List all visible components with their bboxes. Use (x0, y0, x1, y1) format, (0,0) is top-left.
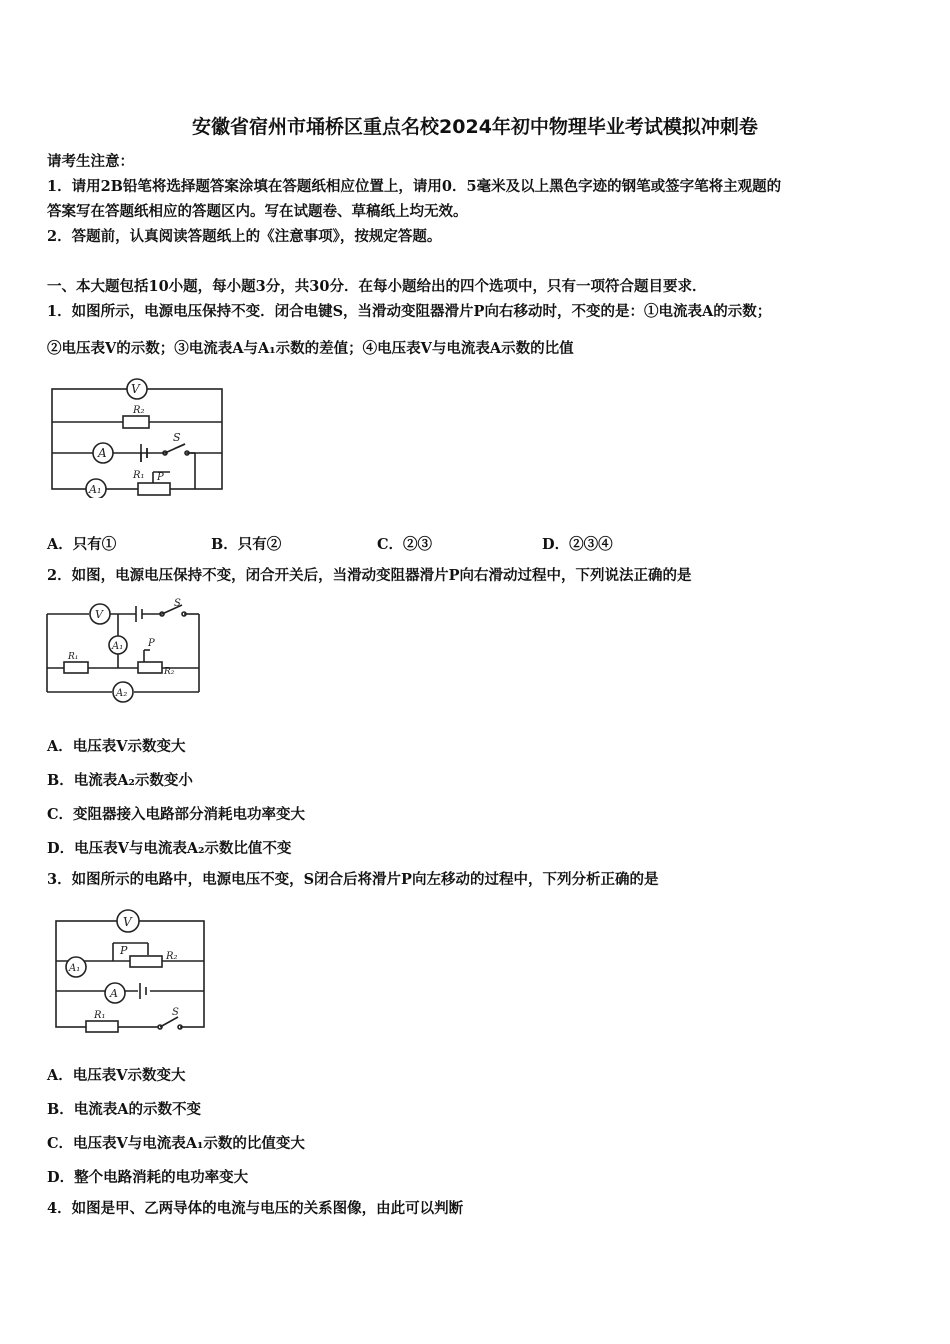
q3-label-v: V (123, 915, 132, 929)
q3-rheostat-r2 (130, 956, 162, 967)
q3-label-r2: R₂ (166, 951, 178, 962)
q1-stem-line-2: ②电压表V的示数；③电流表A与A₁示数的差值；④电压表V与电流表A示数的比值 (47, 340, 574, 357)
q2-label-r1: R₁ (68, 652, 79, 662)
q3-label-r1: R₁ (94, 1010, 106, 1021)
q3-label-s: S (172, 1007, 179, 1018)
notice-item-1-line-1: 1．请用2B铅笔将选择题答案涂填在答题纸相应位置上，请用0．5毫米及以上黑色字迹的钢笔或签字笔将主观题的 (47, 178, 782, 195)
q1-label-r1: R₁ (133, 470, 145, 481)
q2-option-c[interactable]: C．变阻器接入电路部分消耗电功率变大 (47, 806, 306, 823)
q2-label-v: V (95, 608, 103, 621)
q3-option-c[interactable]: C．电压表V与电流表A₁示数的比值变大 (47, 1135, 305, 1152)
q2-label-a1: A₁ (112, 641, 124, 652)
q2-label-r2: R₂ (164, 667, 175, 677)
q2-label-s: S (174, 598, 181, 609)
q2-label-a2: A₂ (116, 688, 128, 699)
q3-option-b[interactable]: B．电流表A的示数不变 (47, 1101, 202, 1118)
q2-label-p: P (148, 638, 155, 649)
q3-option-a[interactable]: A．电压表V示数变大 (47, 1067, 186, 1084)
notice-heading: 请考生注意： (47, 153, 134, 170)
q1-option-a[interactable]: A．只有① (47, 536, 117, 553)
q2-stem: 2．如图，电源电压保持不变，闭合开关后，当滑动变阻器滑片P向右滑动过程中，下列说法正确的是 (47, 567, 692, 584)
q3-resistor-r1 (86, 1021, 118, 1032)
q1-label-p: P (157, 472, 164, 483)
q2-resistor-r1 (64, 662, 88, 673)
q1-circuit-diagram (45, 372, 230, 498)
q3-label-p: P (120, 944, 128, 957)
q2-rheostat-r2 (138, 662, 162, 673)
q1-resistor-r2 (123, 416, 149, 428)
page-title: 安徽省宿州市埇桥区重点名校2024年初中物理毕业考试模拟冲刺卷 (192, 116, 758, 138)
q1-stem-line-1: 1．如图所示，电源电压保持不变．闭合电键S，当滑动变阻器滑片P向右移动时，不变的是：①电流表A的示数； (47, 303, 772, 320)
q3-label-a: A (110, 987, 118, 1000)
q2-option-b[interactable]: B．电流表A₂示数变小 (47, 772, 193, 789)
q1-option-d[interactable]: D．②③④ (542, 536, 613, 553)
q2-option-d[interactable]: D．电压表V与电流表A₂示数比值不变 (47, 840, 292, 857)
q1-option-c[interactable]: C．②③ (377, 536, 433, 553)
q3-option-d[interactable]: D．整个电路消耗的电功率变大 (47, 1169, 249, 1186)
q2-option-a[interactable]: A．电压表V示数变大 (47, 738, 186, 755)
q1-label-r2: R₂ (133, 405, 145, 416)
q1-label-a: A (98, 446, 107, 460)
q3-circuit-diagram (48, 903, 210, 1033)
q1-option-b[interactable]: B．只有② (211, 536, 282, 553)
q1-rheostat-r1 (138, 483, 170, 495)
q2-circuit-diagram (44, 598, 202, 704)
q3-label-a1: A₁ (69, 963, 81, 974)
q4-stem: 4．如图是甲、乙两导体的电流与电压的关系图像，由此可以判断 (47, 1200, 464, 1217)
notice-item-2: 2．答题前，认真阅读答题纸上的《注意事项》，按规定答题。 (47, 228, 442, 245)
section-heading: 一、本大题包括10小题，每小题3分，共30分．在每小题给出的四个选项中，只有一项符合题目要求． (47, 278, 707, 295)
q1-label-v: V (131, 382, 140, 396)
q3-stem: 3．如图所示的电路中，电源电压不变，S闭合后将滑片P向左移动的过程中，下列分析正确的是 (47, 871, 659, 888)
notice-item-1-line-2: 答案写在答题纸相应的答题区内。写在试题卷、草稿纸上均无效。 (47, 203, 468, 220)
q1-label-s: S (173, 431, 181, 444)
q1-label-a1: A₁ (89, 483, 102, 496)
